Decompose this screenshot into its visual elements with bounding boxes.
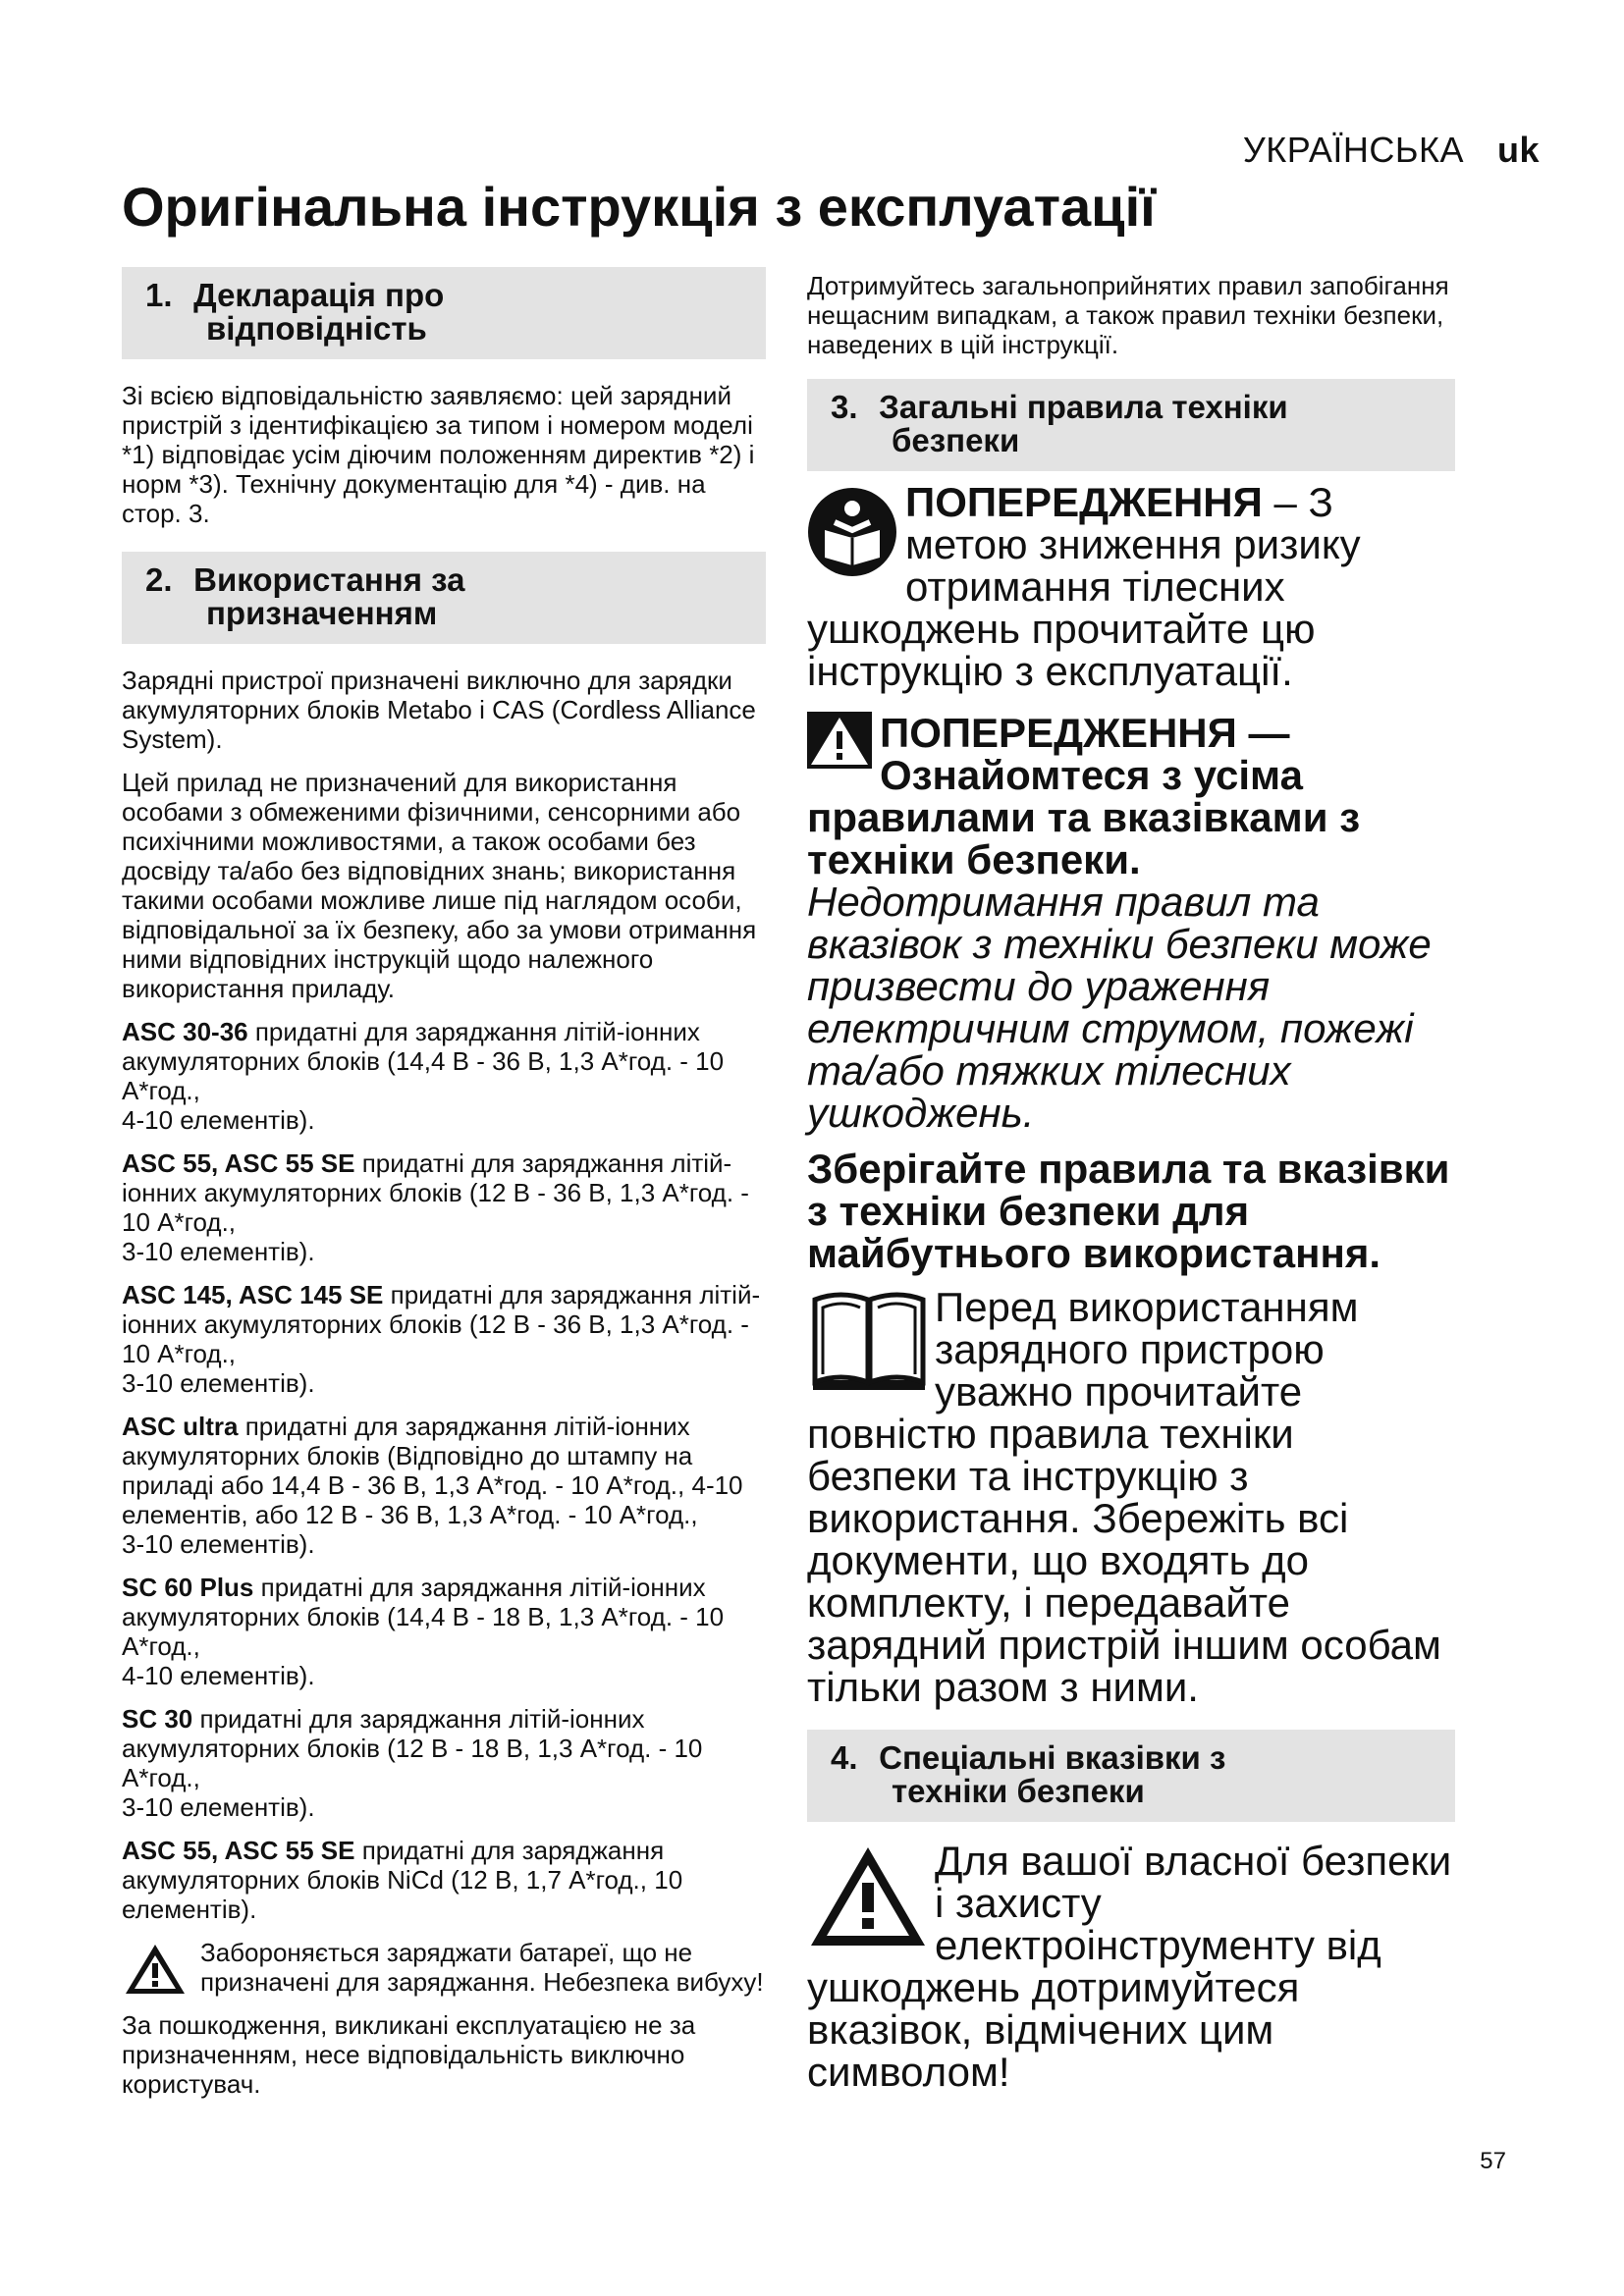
open-book-icon bbox=[807, 1286, 931, 1396]
read-manual-icon bbox=[807, 487, 897, 577]
special-safety-text: Для вашої власної безпеки і захисту електроінструменту від ушкоджень дотримуйтеся вказівок, відмічених цим символом! bbox=[807, 1838, 1452, 2095]
liability-text: За пошкодження, викликані експлуатацією не за призначенням, несе відповідальність виключно користувач. bbox=[122, 2010, 696, 2099]
model-name: ASC 145, ASC 145 SE bbox=[122, 1280, 384, 1309]
model-description: придатні для заряджання акумуляторних блоків NiCd (12 В, 1,7 А*год., 10 елементів). bbox=[122, 1836, 683, 1924]
section-4-heading: 4. Спеціальні вказівки з техніки безпеки bbox=[807, 1730, 1455, 1822]
model-entry bbox=[122, 1280, 766, 1398]
model-cells: 4-10 елементів). bbox=[122, 1105, 315, 1135]
accident-prevention-text: Дотримуйтесь загальноприйнятих правил запобігання нещасним випадкам, а також правил техніки безпеки, наведених в цій інструкції. bbox=[807, 271, 1449, 359]
read-before-use-text: Перед використанням зарядного пристрою уважно прочитайте повністю правила техніки безпеки та інструкцію з використання. Збережіть всі документи, що входять до комплекту, і передавайте зарядний пристрій іншим особам тільки разом з ними. bbox=[807, 1284, 1441, 1710]
model-list bbox=[122, 1003, 766, 1924]
model-entry bbox=[122, 1148, 766, 1266]
model-description: придатні для заряджання літій-іонних акумуляторних блоків (14,4 В - 36 В, 1,3 А*год. - 10 А*год., bbox=[122, 1017, 725, 1105]
model-name: SC 30 bbox=[122, 1704, 193, 1734]
model-cells: 3-10 елементів). bbox=[122, 1529, 315, 1559]
model-cells: 3-10 елементів). bbox=[122, 1368, 315, 1398]
model-description: придатні для заряджання літій-іонних акумуляторних блоків (12 В - 36 В, 1,3 А*год. - 10 А*год., bbox=[122, 1148, 749, 1237]
model-name: SC 60 Plus bbox=[122, 1573, 254, 1602]
section-1-heading: 1. Декларація про відповідність bbox=[122, 267, 766, 359]
model-description: придатні для заряджання літій-іонних акумуляторних блоків (14,4 В - 18 В, 1,3 А*год. - 10 А*год., bbox=[122, 1573, 725, 1661]
limited-persons-text: Цей прилад не призначений для використання особами з обмеженими фізичними, сенсорними або психічними можливостями, а також особами без досвіду та/або без відповідних знань; використання такими особами можливе лише під наглядом особи, відповідальної за їх безпеку, або за умови отримання ними відповідних інструкцій щодо належного використання приладу. bbox=[122, 768, 757, 1003]
left-column bbox=[122, 267, 766, 2099]
model-cells: 4-10 елементів). bbox=[122, 1661, 315, 1690]
keep-instructions-text: Зберігайте правила та вказівки з техніки безпеки для майбутнього використання. bbox=[807, 1146, 1450, 1276]
warning-triangle-icon bbox=[124, 1942, 187, 1997]
declaration-text: Зі всією відповідальністю заявляємо: цей зарядний пристрій з ідентифікацією за типом і номером моделі *1) відповідає усім діючим положенням директив *2) і норм *3). Технічну документацію для *4) - див. на стор. 3. bbox=[122, 381, 755, 528]
model-description: придатні для заряджання літій-іонних акумуляторних блоків (12 В - 18 В, 1,3 А*год. - 10 А*год., bbox=[122, 1704, 703, 1792]
model-cells: 3-10 елементів). bbox=[122, 1237, 315, 1266]
warning-triangle-icon bbox=[807, 712, 872, 769]
section-2-heading: 2. Використання за призначенням bbox=[122, 552, 766, 644]
language-code: uk bbox=[1496, 130, 1540, 170]
explosion-warning: Забороняється заряджати батареї, що не призначені для заряджання. Небезпека вибуху! bbox=[122, 1938, 766, 1997]
warning-triangle-icon bbox=[807, 1843, 929, 1949]
model-entry bbox=[122, 1836, 766, 1924]
intended-use-text: Зарядні пристрої призначені виключно для зарядки акумуляторних блоків Metabo і CAS (Cordless Alliance System). bbox=[122, 666, 756, 754]
warning-safety-rules: ПОПЕРЕДЖЕННЯ — Ознайомтеся з усіма правилами та вказівками з техніки безпеки. Недотримання правил та вказівок з техніки безпеки може призвести до ураження електричним струмом, пожежі та/або тяжких тілесних ушкоджень. bbox=[807, 710, 1432, 1136]
model-name: ASC 55, ASC 55 SE bbox=[122, 1148, 355, 1178]
model-name: ASC 55, ASC 55 SE bbox=[122, 1836, 355, 1865]
model-entry bbox=[122, 1017, 766, 1135]
model-description: придатні для заряджання літій-іонних акумуляторних блоків (Відповідно до штампу на приладі або 14,4 В - 36 В, 1,3 А*год. - 10 А*год., 4-10 елементів, або 12 В - 36 В, 1,3 А*год. - 10 А*год., bbox=[122, 1412, 743, 1529]
page-title: Оригінальна інструкція з експлуатації bbox=[122, 176, 1156, 238]
model-entry bbox=[122, 1412, 766, 1559]
model-entry bbox=[122, 1704, 766, 1822]
model-entry bbox=[122, 1573, 766, 1690]
warning-read-manual: ПОПЕРЕДЖЕННЯ – З метою зниження ризику отримання тілесних ушкоджень прочитайте цю інструкцію з експлуатації. bbox=[807, 479, 1361, 694]
page-number: 57 bbox=[1480, 2148, 1506, 2174]
model-description: придатні для заряджання літій-іонних акумуляторних блоків (12 В - 36 В, 1,3 А*год. - 10 А*год., bbox=[122, 1280, 761, 1368]
model-cells: 3-10 елементів). bbox=[122, 1792, 315, 1822]
language-label: УКРАЇНСЬКА bbox=[1242, 130, 1464, 170]
page-header bbox=[1243, 130, 1540, 171]
model-name: ASC ultra bbox=[122, 1412, 239, 1441]
section-3-heading: 3. Загальні правила техніки безпеки bbox=[807, 379, 1455, 471]
right-column bbox=[807, 271, 1455, 2093]
model-name: ASC 30-36 bbox=[122, 1017, 248, 1046]
